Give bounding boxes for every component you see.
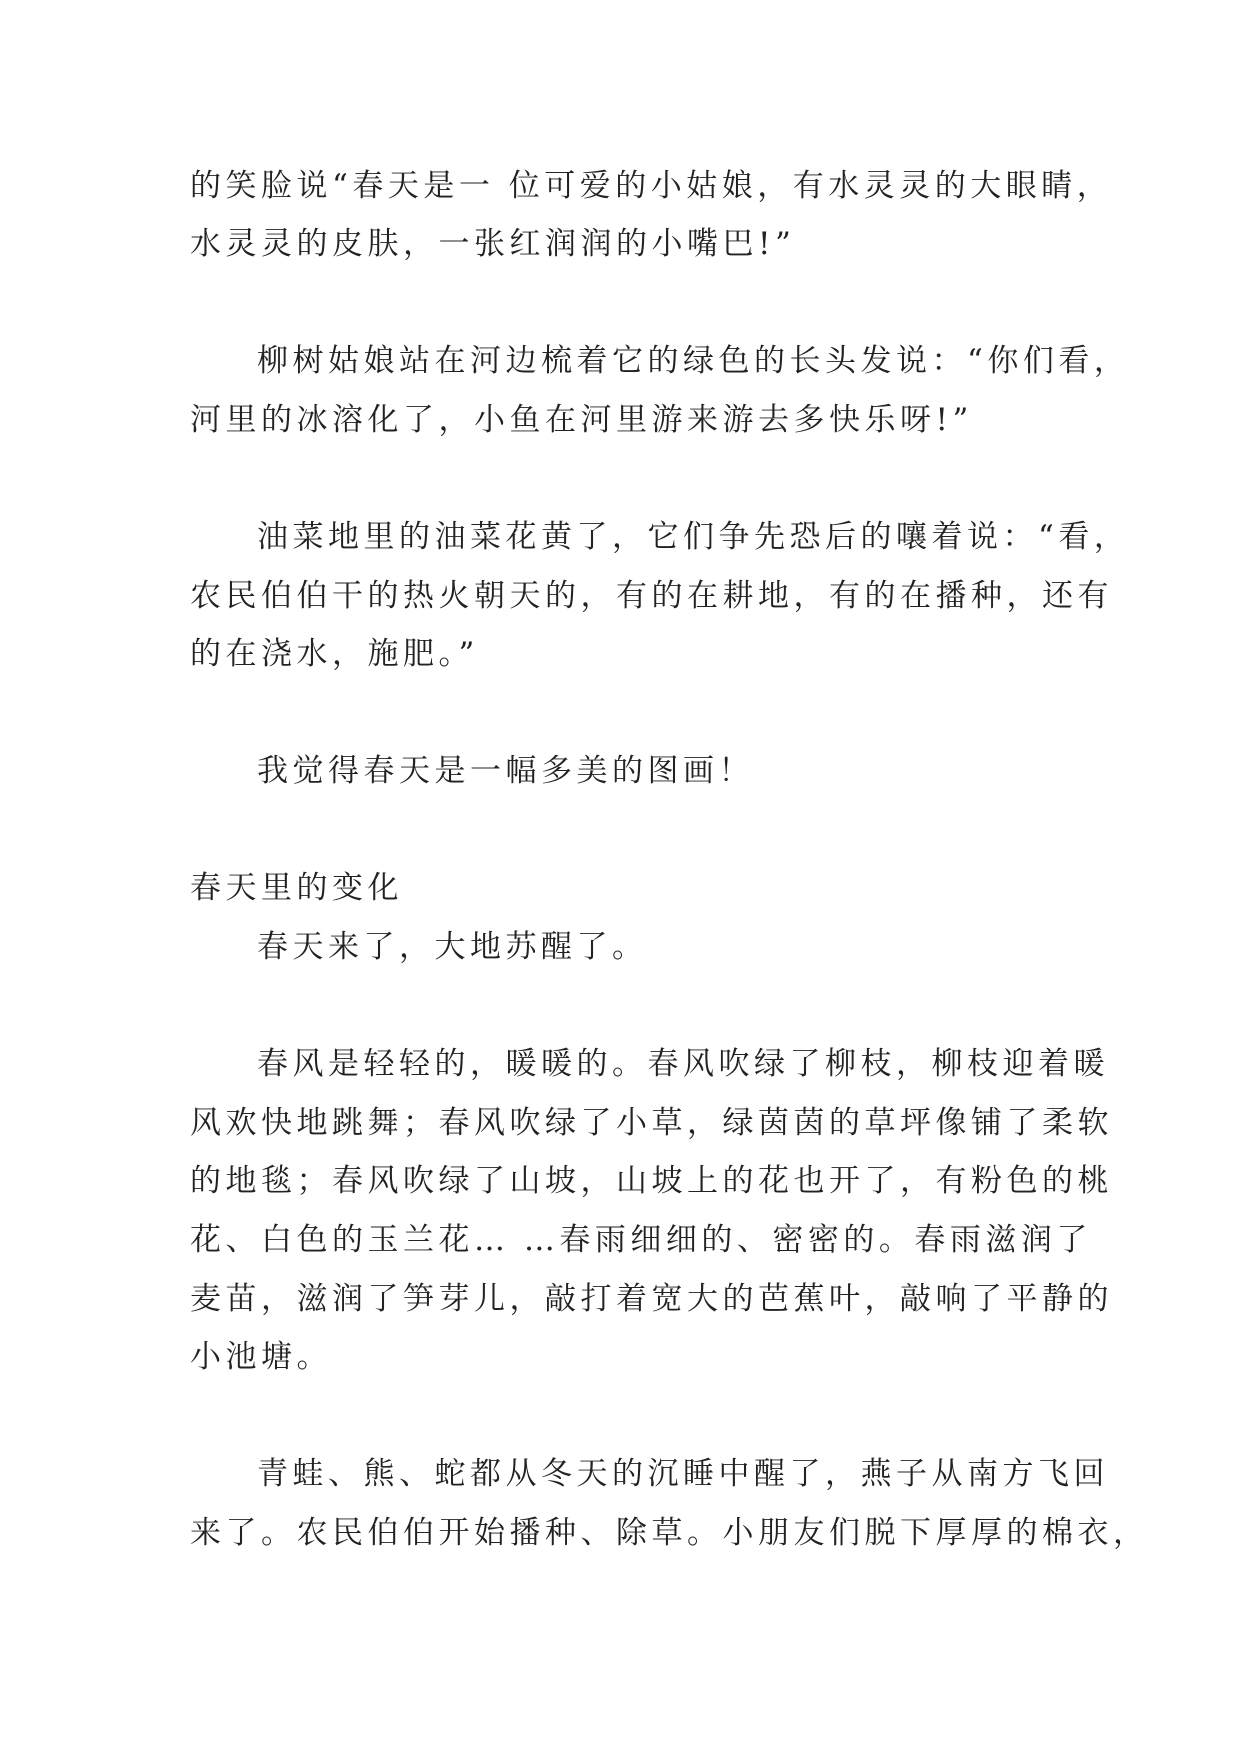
text-line: 麦苗，滋润了笋芽儿，敲打着宽大的芭蕉叶，敲响了平静的	[190, 1281, 1113, 1317]
text-line: 来了。农民伯伯开始播种、除草。小朋友们脱下厚厚的棉衣，	[190, 1515, 1149, 1551]
text-line: 春天来了，大地苏醒了。	[257, 929, 648, 965]
text-line: 水灵灵的皮肤，一张红润润的小嘴巴!”	[190, 226, 796, 262]
text-line: 小池塘。	[190, 1339, 332, 1375]
text-line: 春风是轻轻的，暖暖的。春风吹绿了柳枝，柳枝迎着暖	[257, 1046, 1109, 1082]
text-line: 的地毯；春风吹绿了山坡，山坡上的花也开了，有粉色的桃	[190, 1163, 1113, 1199]
text-line: 青蛙、熊、蛇都从冬天的沉睡中醒了，燕子从南方飞回	[257, 1456, 1109, 1492]
text-line: 的在浇水，施肥。”	[190, 636, 479, 672]
section-heading: 春天里的变化	[190, 870, 403, 906]
text-line: 油菜地里的油菜花黄了，它们争先恐后的嚷着说：“看，	[257, 519, 1130, 555]
text-line: 花、白色的玉兰花… …春雨细细的、密密的。春雨滋润了	[190, 1222, 1092, 1258]
text-line: 的笑脸说“春天是一 位可爱的小姑娘，有水灵灵的大眼睛，	[190, 168, 1113, 204]
text-line: 风欢快地跳舞；春风吹绿了小草，绿茵茵的草坪像铺了柔软	[190, 1105, 1113, 1141]
text-line: 柳树姑娘站在河边梳着它的绿色的长头发说：“你们看，	[257, 343, 1130, 379]
text-line: 河里的冰溶化了，小鱼在河里游来游去多快乐呀!”	[190, 402, 973, 438]
text-line: 我觉得春天是一幅多美的图画！	[257, 753, 754, 789]
text-line: 农民伯伯干的热火朝天的，有的在耕地，有的在播种，还有	[190, 578, 1113, 614]
